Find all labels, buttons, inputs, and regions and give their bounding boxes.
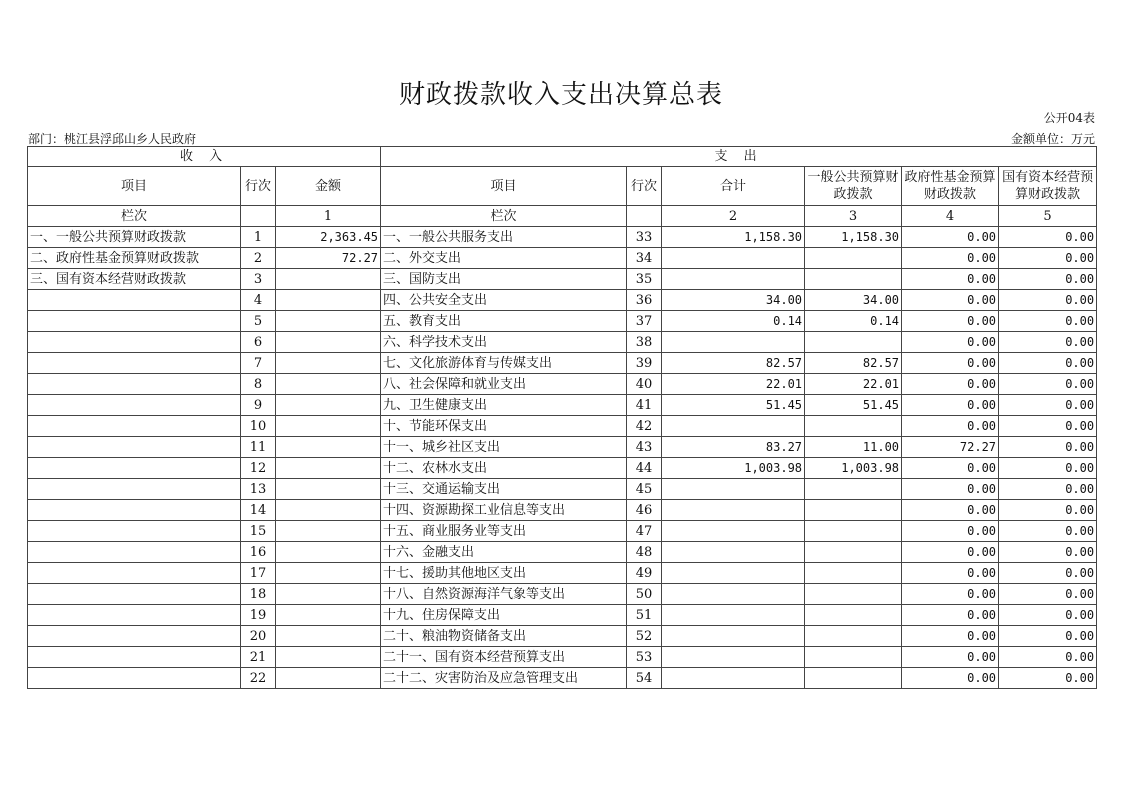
income-item-cell <box>28 500 241 521</box>
expense-item-cell: 八、社会保障和就业支出 <box>381 374 627 395</box>
general-budget-cell: 34.00 <box>805 290 902 311</box>
general-budget-cell <box>805 500 902 521</box>
fund-budget-cell: 0.00 <box>902 479 999 500</box>
fund-budget-cell: 0.00 <box>902 290 999 311</box>
income-line-cell: 21 <box>241 647 276 668</box>
income-item-cell <box>28 584 241 605</box>
income-amount-cell <box>276 521 381 542</box>
income-line-no-header: 行次 <box>241 167 276 206</box>
table-row <box>28 395 1097 416</box>
income-line-cell: 20 <box>241 626 276 647</box>
fund-budget-cell: 0.00 <box>902 395 999 416</box>
expense-line-cell: 36 <box>627 290 662 311</box>
expense-line-cell: 46 <box>627 500 662 521</box>
fund-budget-cell: 0.00 <box>902 248 999 269</box>
income-amount-cell <box>276 668 381 689</box>
income-line-cell: 4 <box>241 290 276 311</box>
general-budget-cell: 22.01 <box>805 374 902 395</box>
expense-line-cell: 33 <box>627 227 662 248</box>
table-row <box>28 353 1097 374</box>
expense-line-cell: 53 <box>627 647 662 668</box>
general-budget-cell <box>805 605 902 626</box>
state-capital-cell: 0.00 <box>999 332 1097 353</box>
income-col-label: 栏次 <box>28 206 241 227</box>
section-header-row <box>28 147 1097 167</box>
general-budget-cell <box>805 521 902 542</box>
state-capital-cell: 0.00 <box>999 668 1097 689</box>
table-row <box>28 374 1097 395</box>
table-row <box>28 416 1097 437</box>
expense-total-cell <box>662 647 805 668</box>
table-row <box>28 248 1097 269</box>
expense-item-cell: 二十一、国有资本经营预算支出 <box>381 647 627 668</box>
fund-budget-cell: 0.00 <box>902 416 999 437</box>
report-title: 财政拨款收入支出决算总表 <box>398 80 723 110</box>
income-line-cell: 11 <box>241 437 276 458</box>
fund-budget-cell: 0.00 <box>902 668 999 689</box>
fund-budget-cell: 0.00 <box>902 563 999 584</box>
fund-budget-cell: 0.00 <box>902 584 999 605</box>
general-budget-cell <box>805 332 902 353</box>
expense-line-cell: 43 <box>627 437 662 458</box>
expense-item-cell: 六、科学技术支出 <box>381 332 627 353</box>
fund-budget-cell: 0.00 <box>902 458 999 479</box>
expense-total-cell: 1,158.30 <box>662 227 805 248</box>
state-capital-cell: 0.00 <box>999 647 1097 668</box>
table-row <box>28 332 1097 353</box>
general-budget-cell <box>805 479 902 500</box>
income-item-cell <box>28 605 241 626</box>
general-budget-cell <box>805 584 902 605</box>
expense-line-cell: 38 <box>627 332 662 353</box>
expense-col-2: 2 <box>662 206 805 227</box>
income-item-cell: 一、一般公共预算财政拨款 <box>28 227 241 248</box>
general-budget-cell <box>805 626 902 647</box>
expense-line-cell: 50 <box>627 584 662 605</box>
table-row <box>28 500 1097 521</box>
expense-total-cell: 34.00 <box>662 290 805 311</box>
expense-total-cell: 22.01 <box>662 374 805 395</box>
state-capital-cell: 0.00 <box>999 521 1097 542</box>
fund-budget-cell: 0.00 <box>902 542 999 563</box>
general-budget-cell <box>805 668 902 689</box>
state-capital-header: 国有资本经营预算财政拨款 <box>999 167 1097 206</box>
income-line-cell: 19 <box>241 605 276 626</box>
table-row <box>28 479 1097 500</box>
income-amount-cell <box>276 311 381 332</box>
general-budget-cell <box>805 416 902 437</box>
expense-total-cell: 51.45 <box>662 395 805 416</box>
expense-item-cell: 四、公共安全支出 <box>381 290 627 311</box>
income-item-cell <box>28 416 241 437</box>
income-line-cell: 10 <box>241 416 276 437</box>
expense-item-cell: 一、一般公共服务支出 <box>381 227 627 248</box>
expense-item-cell: 十六、金融支出 <box>381 542 627 563</box>
income-line-cell: 15 <box>241 521 276 542</box>
expense-item-cell: 九、卫生健康支出 <box>381 395 627 416</box>
general-budget-cell <box>805 542 902 563</box>
expense-line-cell: 49 <box>627 563 662 584</box>
income-item-cell <box>28 479 241 500</box>
state-capital-cell: 0.00 <box>999 500 1097 521</box>
fund-budget-cell: 0.00 <box>902 311 999 332</box>
expense-col-4: 4 <box>902 206 999 227</box>
income-amount-cell <box>276 395 381 416</box>
income-col-line-blank <box>241 206 276 227</box>
expense-item-cell: 十九、住房保障支出 <box>381 605 627 626</box>
fund-budget-header: 政府性基金预算财政拨款 <box>902 167 999 206</box>
expense-total-cell <box>662 521 805 542</box>
table-row <box>28 563 1097 584</box>
table-row <box>28 437 1097 458</box>
expense-item-cell: 十二、农林水支出 <box>381 458 627 479</box>
expense-total-cell <box>662 605 805 626</box>
expense-total-cell <box>662 626 805 647</box>
income-line-cell: 1 <box>241 227 276 248</box>
table-row <box>28 458 1097 479</box>
expense-line-no-header: 行次 <box>627 167 662 206</box>
income-item-cell: 三、国有资本经营财政拨款 <box>28 269 241 290</box>
amount-unit-label: 金额单位：万元 <box>1010 132 1095 146</box>
income-amount-cell <box>276 500 381 521</box>
income-amount-cell <box>276 647 381 668</box>
general-budget-cell: 1,158.30 <box>805 227 902 248</box>
income-line-cell: 2 <box>241 248 276 269</box>
general-budget-cell <box>805 269 902 290</box>
income-line-cell: 13 <box>241 479 276 500</box>
expense-line-cell: 39 <box>627 353 662 374</box>
income-line-cell: 18 <box>241 584 276 605</box>
general-budget-header: 一般公共预算财政拨款 <box>805 167 902 206</box>
expense-col-3: 3 <box>805 206 902 227</box>
expense-total-cell <box>662 668 805 689</box>
income-amount-cell <box>276 437 381 458</box>
income-amount-cell: 72.27 <box>276 248 381 269</box>
expense-line-cell: 42 <box>627 416 662 437</box>
fund-budget-cell: 0.00 <box>902 227 999 248</box>
expense-item-cell: 五、教育支出 <box>381 311 627 332</box>
expense-line-cell: 34 <box>627 248 662 269</box>
income-amount-cell <box>276 479 381 500</box>
expense-section-header: 支 出 <box>381 147 1097 167</box>
expense-line-cell: 47 <box>627 521 662 542</box>
income-item-cell <box>28 647 241 668</box>
expense-total-cell <box>662 563 805 584</box>
fund-budget-cell: 72.27 <box>902 437 999 458</box>
fund-budget-cell: 0.00 <box>902 500 999 521</box>
income-item-cell <box>28 563 241 584</box>
income-item-cell <box>28 626 241 647</box>
state-capital-cell: 0.00 <box>999 458 1097 479</box>
income-line-cell: 17 <box>241 563 276 584</box>
table-row <box>28 311 1097 332</box>
income-amount-header: 金额 <box>276 167 381 206</box>
fund-budget-cell: 0.00 <box>902 626 999 647</box>
table-row <box>28 542 1097 563</box>
income-item-cell <box>28 458 241 479</box>
expense-total-cell <box>662 542 805 563</box>
income-line-cell: 14 <box>241 500 276 521</box>
expense-line-cell: 40 <box>627 374 662 395</box>
expense-item-cell: 七、文化旅游体育与传媒支出 <box>381 353 627 374</box>
income-amount-cell <box>276 332 381 353</box>
state-capital-cell: 0.00 <box>999 374 1097 395</box>
income-amount-cell <box>276 605 381 626</box>
income-item-cell <box>28 290 241 311</box>
income-amount-cell <box>276 416 381 437</box>
income-line-cell: 22 <box>241 668 276 689</box>
income-amount-cell <box>276 290 381 311</box>
expense-col-label: 栏次 <box>381 206 627 227</box>
income-amount-cell <box>276 563 381 584</box>
income-item-cell <box>28 332 241 353</box>
expense-line-cell: 52 <box>627 626 662 647</box>
expense-total-cell <box>662 248 805 269</box>
state-capital-cell: 0.00 <box>999 626 1097 647</box>
expense-total-cell <box>662 479 805 500</box>
expense-total-cell <box>662 332 805 353</box>
expense-line-cell: 51 <box>627 605 662 626</box>
expense-item-cell: 十五、商业服务业等支出 <box>381 521 627 542</box>
income-item-cell <box>28 542 241 563</box>
expense-line-cell: 48 <box>627 542 662 563</box>
expense-line-cell: 37 <box>627 311 662 332</box>
fund-budget-cell: 0.00 <box>902 332 999 353</box>
expense-item-cell: 十三、交通运输支出 <box>381 479 627 500</box>
expense-item-header: 项目 <box>381 167 627 206</box>
income-item-cell: 二、政府性基金预算财政拨款 <box>28 248 241 269</box>
fund-budget-cell: 0.00 <box>902 374 999 395</box>
table-row <box>28 227 1097 248</box>
income-item-cell <box>28 521 241 542</box>
income-line-cell: 5 <box>241 311 276 332</box>
expense-total-cell <box>662 416 805 437</box>
expense-total-header: 合计 <box>662 167 805 206</box>
general-budget-cell: 1,003.98 <box>805 458 902 479</box>
income-item-header: 项目 <box>28 167 241 206</box>
table-row <box>28 647 1097 668</box>
expense-line-cell: 45 <box>627 479 662 500</box>
income-col-1: 1 <box>276 206 381 227</box>
income-line-cell: 9 <box>241 395 276 416</box>
expense-total-cell: 0.14 <box>662 311 805 332</box>
fund-budget-cell: 0.00 <box>902 353 999 374</box>
expense-item-cell: 二、外交支出 <box>381 248 627 269</box>
income-item-cell <box>28 437 241 458</box>
expense-item-cell: 三、国防支出 <box>381 269 627 290</box>
expense-total-cell <box>662 269 805 290</box>
state-capital-cell: 0.00 <box>999 353 1097 374</box>
income-amount-cell <box>276 374 381 395</box>
general-budget-cell <box>805 563 902 584</box>
state-capital-cell: 0.00 <box>999 437 1097 458</box>
expense-line-cell: 35 <box>627 269 662 290</box>
fund-budget-cell: 0.00 <box>902 647 999 668</box>
expense-item-cell: 二十、粮油物资储备支出 <box>381 626 627 647</box>
general-budget-cell <box>805 647 902 668</box>
income-item-cell <box>28 311 241 332</box>
expense-line-cell: 54 <box>627 668 662 689</box>
state-capital-cell: 0.00 <box>999 290 1097 311</box>
column-index-row <box>28 206 1097 227</box>
expense-col-line-blank <box>627 206 662 227</box>
expense-total-cell: 82.57 <box>662 353 805 374</box>
income-item-cell <box>28 395 241 416</box>
table-row <box>28 269 1097 290</box>
expense-item-cell: 二十二、灾害防治及应急管理支出 <box>381 668 627 689</box>
income-amount-cell <box>276 458 381 479</box>
budget-summary-table <box>27 146 1097 689</box>
state-capital-cell: 0.00 <box>999 416 1097 437</box>
general-budget-cell: 82.57 <box>805 353 902 374</box>
table-row <box>28 605 1097 626</box>
table-row <box>28 290 1097 311</box>
expense-total-cell <box>662 500 805 521</box>
department-label: 部门：桃江县浮邱山乡人民政府 <box>28 132 197 146</box>
fund-budget-cell: 0.00 <box>902 521 999 542</box>
income-line-cell: 16 <box>241 542 276 563</box>
expense-item-cell: 十四、资源勘探工业信息等支出 <box>381 500 627 521</box>
income-line-cell: 12 <box>241 458 276 479</box>
income-item-cell <box>28 668 241 689</box>
expense-item-cell: 十八、自然资源海洋气象等支出 <box>381 584 627 605</box>
table-row <box>28 521 1097 542</box>
table-row <box>28 584 1097 605</box>
form-number: 公开04表 <box>1043 111 1095 125</box>
income-amount-cell <box>276 626 381 647</box>
state-capital-cell: 0.00 <box>999 311 1097 332</box>
income-amount-cell <box>276 542 381 563</box>
expense-line-cell: 44 <box>627 458 662 479</box>
state-capital-cell: 0.00 <box>999 248 1097 269</box>
income-amount-cell <box>276 353 381 374</box>
state-capital-cell: 0.00 <box>999 563 1097 584</box>
income-amount-cell <box>276 584 381 605</box>
income-item-cell <box>28 374 241 395</box>
state-capital-cell: 0.00 <box>999 605 1097 626</box>
expense-item-cell: 十一、城乡社区支出 <box>381 437 627 458</box>
income-line-cell: 3 <box>241 269 276 290</box>
table-row <box>28 668 1097 689</box>
general-budget-cell: 11.00 <box>805 437 902 458</box>
state-capital-cell: 0.00 <box>999 227 1097 248</box>
fund-budget-cell: 0.00 <box>902 269 999 290</box>
state-capital-cell: 0.00 <box>999 584 1097 605</box>
expense-total-cell: 83.27 <box>662 437 805 458</box>
expense-item-cell: 十、节能环保支出 <box>381 416 627 437</box>
state-capital-cell: 0.00 <box>999 269 1097 290</box>
income-amount-cell: 2,363.45 <box>276 227 381 248</box>
general-budget-cell: 0.14 <box>805 311 902 332</box>
expense-col-5: 5 <box>999 206 1097 227</box>
general-budget-cell <box>805 248 902 269</box>
income-line-cell: 8 <box>241 374 276 395</box>
state-capital-cell: 0.00 <box>999 479 1097 500</box>
state-capital-cell: 0.00 <box>999 542 1097 563</box>
income-amount-cell <box>276 269 381 290</box>
table-row <box>28 626 1097 647</box>
fund-budget-cell: 0.00 <box>902 605 999 626</box>
column-header-row <box>28 167 1097 206</box>
income-line-cell: 6 <box>241 332 276 353</box>
income-line-cell: 7 <box>241 353 276 374</box>
general-budget-cell: 51.45 <box>805 395 902 416</box>
expense-line-cell: 41 <box>627 395 662 416</box>
income-item-cell <box>28 353 241 374</box>
expense-item-cell: 十七、援助其他地区支出 <box>381 563 627 584</box>
expense-total-cell: 1,003.98 <box>662 458 805 479</box>
income-section-header: 收 入 <box>28 147 381 167</box>
state-capital-cell: 0.00 <box>999 395 1097 416</box>
expense-total-cell <box>662 584 805 605</box>
